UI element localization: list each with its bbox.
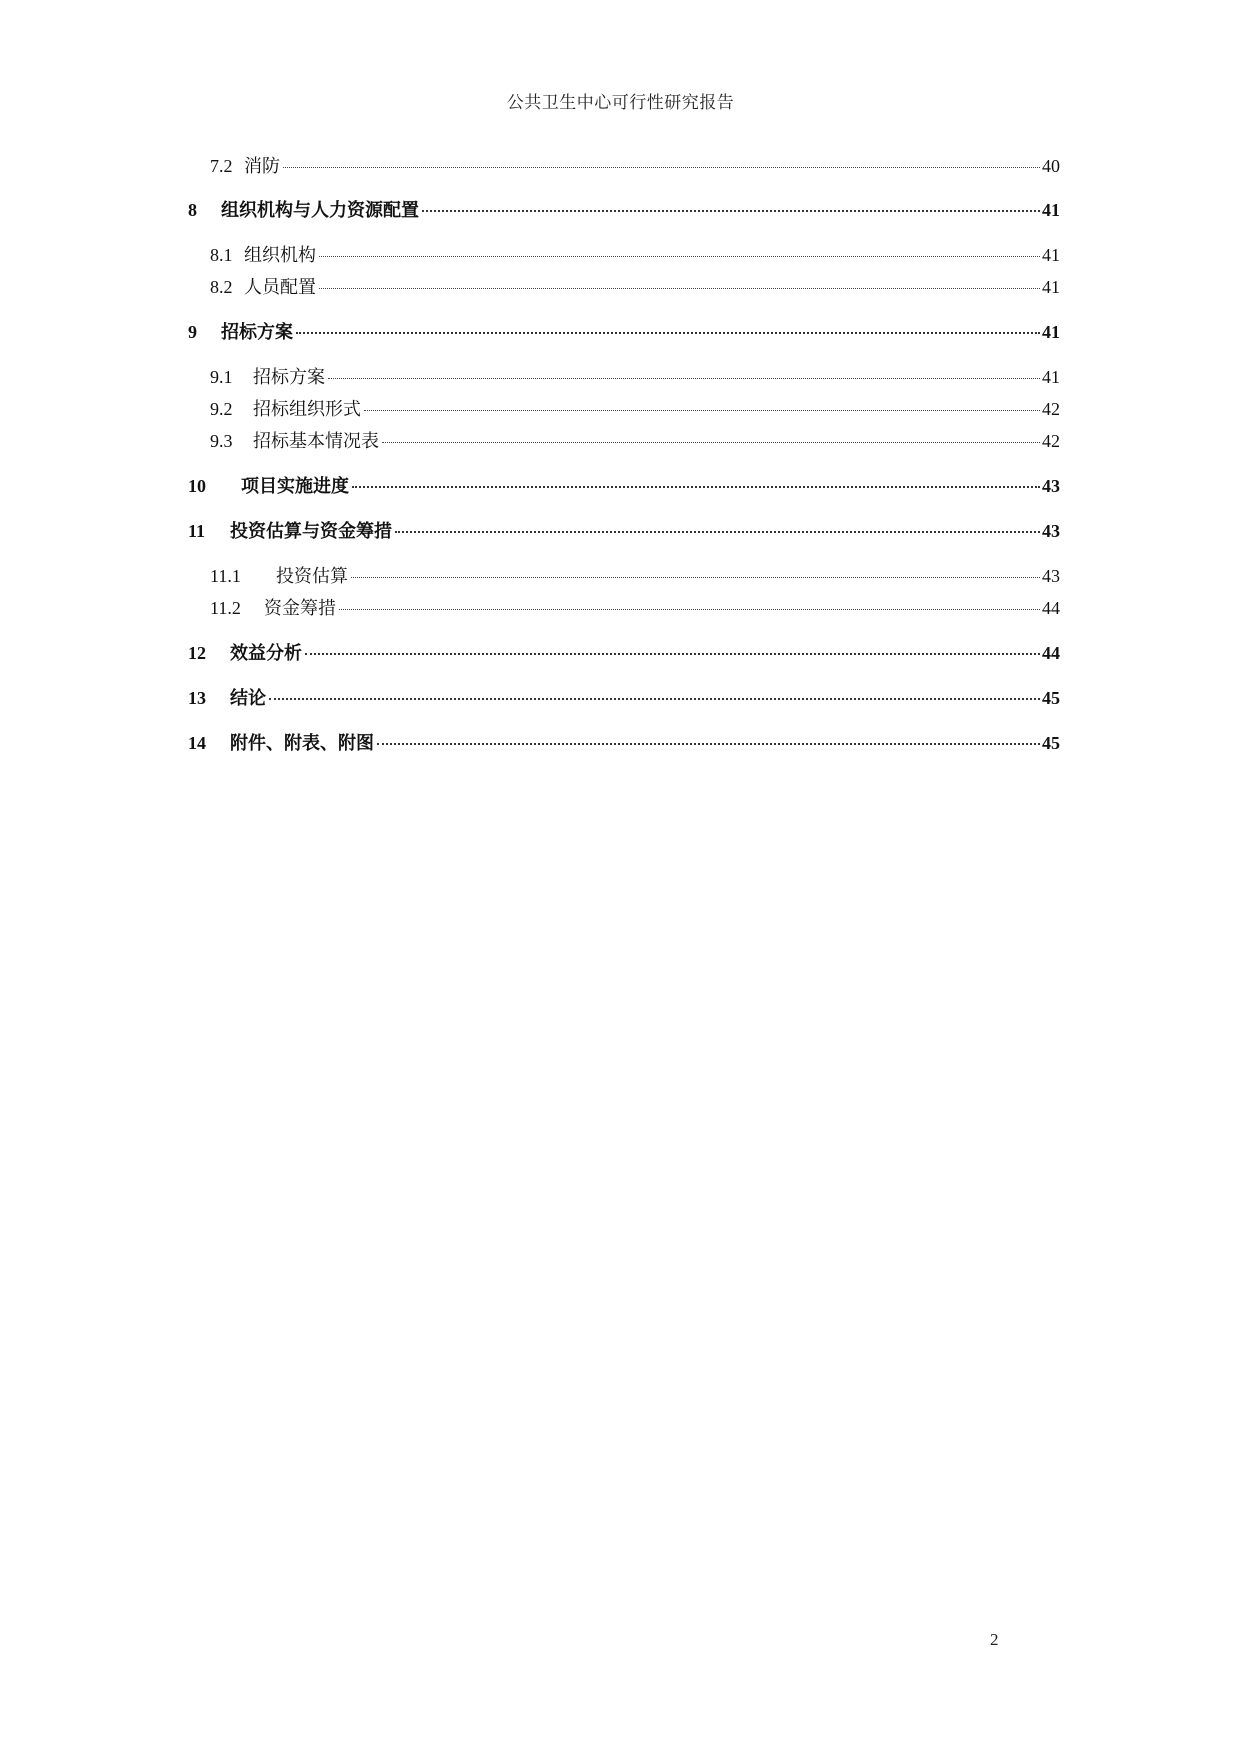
toc-entry-number: 9.2 (210, 399, 233, 419)
page-number: 2 (990, 1630, 999, 1649)
toc-entry-number: 8.1 (210, 245, 233, 265)
toc-entry-title: 附件、附表、附图 (230, 733, 374, 754)
toc-entry-page: 43 (1042, 566, 1060, 586)
toc-entry-9-2[interactable] (210, 396, 1060, 422)
toc-dot-leader (319, 256, 1040, 257)
toc-dot-leader (305, 653, 1040, 655)
toc-entry-title: 消防 (244, 156, 280, 177)
toc-entry-number: 12 (188, 643, 206, 663)
toc-entry-title: 组织机构 (244, 245, 316, 266)
toc-entry-page: 40 (1042, 156, 1060, 176)
toc-entry-number: 10 (188, 476, 206, 496)
toc-entry-number: 7.2 (210, 156, 233, 176)
toc-entry-7-2[interactable] (210, 153, 1060, 179)
toc-entry-number: 8 (188, 200, 197, 220)
toc-entry-9-1[interactable] (210, 364, 1060, 390)
toc-dot-leader (296, 332, 1040, 334)
toc-entry-10[interactable] (188, 473, 1060, 499)
toc-entry-title: 招标方案 (221, 322, 293, 343)
toc-dot-leader (319, 288, 1040, 289)
toc-entry-page: 41 (1042, 200, 1060, 220)
toc-entry-title: 人员配置 (244, 277, 316, 298)
toc-entry-13[interactable] (188, 685, 1060, 711)
toc-entry-page: 44 (1042, 643, 1060, 663)
toc-entry-title: 招标基本情况表 (253, 431, 379, 452)
toc-dot-leader (395, 531, 1040, 533)
toc-entry-9-3[interactable] (210, 428, 1060, 454)
toc-entry-title: 招标组织形式 (253, 399, 361, 420)
page-header: 公共卫生中心可行性研究报告 (506, 93, 735, 113)
toc-entry-8-1[interactable] (210, 242, 1060, 268)
toc-entry-title: 投资估算与资金筹措 (230, 521, 392, 542)
toc-entry-page: 41 (1042, 322, 1060, 342)
toc-entry-number: 9.3 (210, 431, 233, 451)
toc-entry-title: 招标方案 (253, 367, 325, 388)
toc-entry-page: 45 (1042, 688, 1060, 708)
toc-entry-14[interactable] (188, 730, 1060, 756)
toc-dot-leader (351, 577, 1040, 578)
toc-dot-leader (382, 442, 1040, 443)
toc-entry-page: 42 (1042, 399, 1060, 419)
toc-entry-11[interactable] (188, 518, 1060, 544)
toc-entry-8-2[interactable] (210, 274, 1060, 300)
toc-entry-12[interactable] (188, 640, 1060, 666)
toc-entry-number: 13 (188, 688, 206, 708)
toc-entry-page: 41 (1042, 367, 1060, 387)
toc-dot-leader (364, 410, 1040, 411)
toc-dot-leader (269, 698, 1040, 700)
toc-entry-page: 41 (1042, 245, 1060, 265)
toc-dot-leader (422, 210, 1040, 212)
toc-entry-title: 结论 (230, 688, 266, 709)
toc-entry-title: 项目实施进度 (241, 476, 349, 497)
toc-entry-page: 44 (1042, 598, 1060, 618)
toc-entry-title: 资金筹措 (264, 598, 336, 619)
toc-entry-number: 11.2 (210, 598, 241, 618)
toc-entry-number: 11.1 (210, 566, 241, 586)
toc-entry-number: 9.1 (210, 367, 233, 387)
toc-entry-number: 9 (188, 322, 197, 342)
toc-entry-8[interactable] (188, 197, 1060, 223)
toc-entry-title: 效益分析 (230, 643, 302, 664)
toc-dot-leader (377, 743, 1040, 745)
toc-entry-9[interactable] (188, 319, 1060, 345)
toc-entry-11-1[interactable] (210, 563, 1060, 589)
toc-dot-leader (339, 609, 1040, 610)
toc-entry-page: 41 (1042, 277, 1060, 297)
toc-dot-leader (283, 167, 1040, 168)
toc-entry-page: 45 (1042, 733, 1060, 753)
toc-entry-page: 43 (1042, 521, 1060, 541)
toc-entry-number: 11 (188, 521, 206, 541)
toc-entry-page: 42 (1042, 431, 1060, 451)
toc-entry-title: 投资估算 (276, 566, 348, 587)
toc-entry-11-2[interactable] (210, 595, 1060, 621)
toc-dot-leader (352, 486, 1040, 488)
toc-entry-number: 14 (188, 733, 206, 753)
toc-dot-leader (328, 378, 1040, 379)
toc-entry-number: 8.2 (210, 277, 233, 297)
toc-entry-page: 43 (1042, 476, 1060, 496)
toc-entry-title: 组织机构与人力资源配置 (221, 200, 419, 221)
